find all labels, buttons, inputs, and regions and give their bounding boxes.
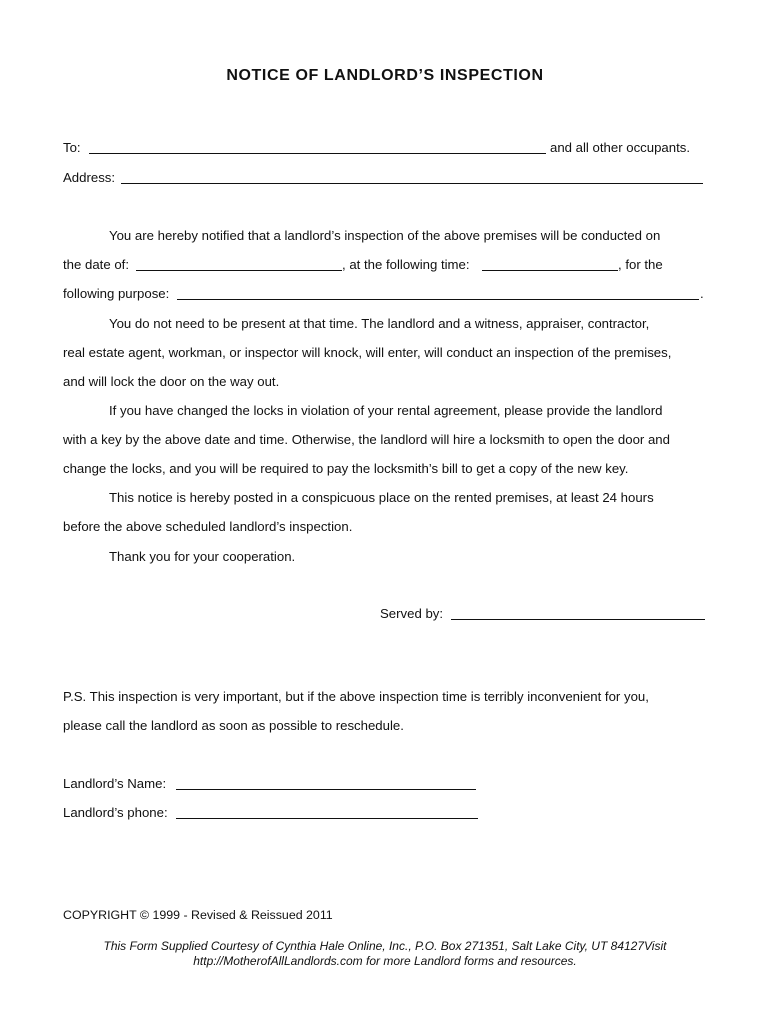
posting-text-line: before the above scheduled landlord’s inspection. <box>63 519 353 534</box>
copyright-text: COPYRIGHT © 1999 - Revised & Reissued 2011 <box>63 908 333 922</box>
ps-text-line: P.S. This inspection is very important, but if the above inspection time is terribly inconvenient for you, <box>63 689 649 704</box>
address-field[interactable] <box>121 183 703 184</box>
to-field[interactable] <box>89 153 546 154</box>
landlord-phone-field[interactable] <box>176 818 478 819</box>
notice-text-line: You are hereby notified that a landlord’s inspection of the above premises will be conducted on <box>109 228 661 243</box>
time-label: , at the following time: <box>342 257 470 272</box>
served-by-field[interactable] <box>451 619 705 620</box>
page-title: NOTICE OF LANDLORD’S INSPECTION <box>226 67 544 84</box>
served-by-label: Served by: <box>380 606 444 621</box>
landlord-phone-label: Landlord’s phone: <box>63 805 168 820</box>
locks-text-line: with a key by the above date and time. Otherwise, the landlord will hire a locksmith to open the door and <box>63 432 670 447</box>
purpose-label: following purpose: <box>63 286 170 301</box>
presence-text-line: You do not need to be present at that time. The landlord and a witness, appraiser, contractor, <box>109 316 650 331</box>
locks-text-line: change the locks, and you will be required to pay the locksmith’s bill to get a copy of the new key. <box>63 461 629 476</box>
address-label: Address: <box>63 170 116 185</box>
presence-text-line: and will lock the door on the way out. <box>63 374 280 389</box>
date-field[interactable] <box>136 270 342 271</box>
posting-text-line: This notice is hereby posted in a conspicuous place on the rented premises, at least 24 hours <box>109 490 654 505</box>
landlord-name-field[interactable] <box>176 789 476 790</box>
landlord-name-label: Landlord’s Name: <box>63 776 167 791</box>
presence-text-line: real estate agent, workman, or inspector will knock, will enter, will conduct an inspection of the premises, <box>63 345 672 360</box>
time-field[interactable] <box>482 270 618 271</box>
date-label: the date of: <box>63 257 129 272</box>
ps-text-line: please call the landlord as soon as possible to reschedule. <box>63 718 404 733</box>
locks-text-line: If you have changed the locks in violation of your rental agreement, please provide the landlord <box>109 403 663 418</box>
purpose-field[interactable] <box>177 299 699 300</box>
footer-courtesy-line: This Form Supplied Courtesy of Cynthia Hale Online, Inc., P.O. Box 271351, Salt Lake City, UT 84127Visit <box>103 939 667 953</box>
footer-website-line: http://MotherofAllLandlords.com for more Landlord forms and resources. <box>193 954 577 968</box>
purpose-period: . <box>700 286 704 301</box>
to-label: To: <box>63 140 81 155</box>
to-suffix: and all other occupants. <box>550 140 691 155</box>
thanks-text: Thank you for your cooperation. <box>109 549 296 564</box>
for-the-text: , for the <box>618 257 663 272</box>
